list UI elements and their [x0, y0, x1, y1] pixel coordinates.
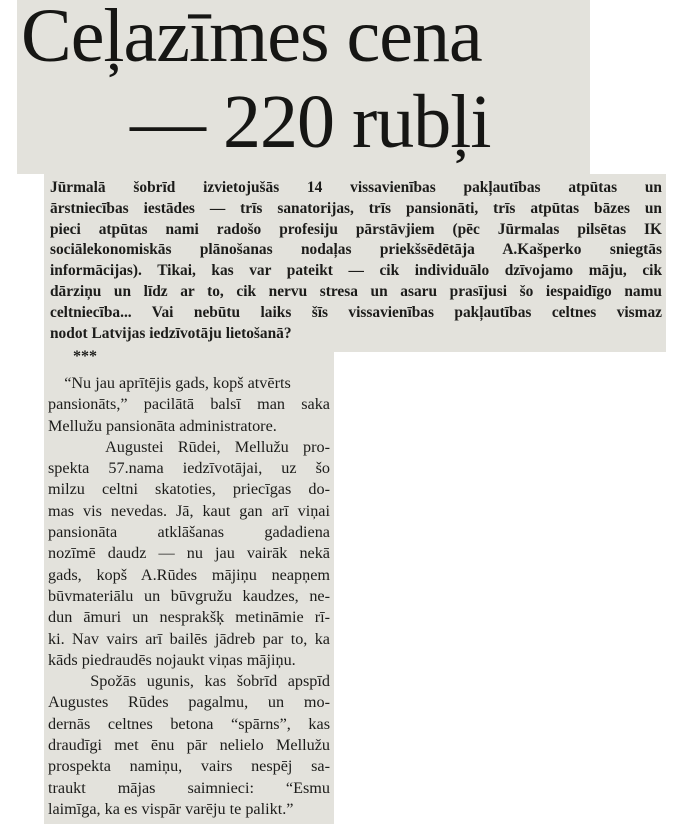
column-line: ki. Nav vairs arī bailēs jādreb par to, ka	[48, 629, 330, 648]
column-line: mas vis nevedas. Jā, kaut gan arī viņai	[48, 501, 330, 520]
column-line: draudīgi met ēnu pār nelielo Mellužu	[48, 736, 330, 755]
column-line: milzu celtni skatoties, priecīgas do-	[48, 480, 330, 499]
column-line: “Nu jau aprītējis gads, kopš atvērts	[48, 374, 291, 392]
lead-paragraph	[50, 178, 662, 344]
article-column	[48, 373, 330, 820]
lead-line: Jūrmalā šobrīd izvietojušās 14 vissavienības pakļautības atpūtas un	[50, 179, 662, 196]
column-line: Augustes Rūdes pagalmu, un mo-	[48, 693, 330, 712]
lead-line: sociālekonomiskās plānošanas nodaļas priekšsēdētāja A.Kašperko sniegtās	[50, 241, 662, 259]
column-line: kāds piedraudēs nojaukt viņas mājiņu.	[48, 650, 296, 669]
headline-line-2: — 220 rubļi	[130, 80, 491, 164]
column-line: prospekta namiņu, vairs nespēj sa-	[48, 757, 330, 776]
lead-line: ārstniecības iestādes — trīs sanatorijas, trīs pansionāti, trīs atpūtas bāzes un	[50, 199, 662, 217]
column-line: Augustei Rūdei, Mellužu pro-	[48, 437, 330, 456]
column-line: nozīmē daudz — nu jau vairāk nekā	[48, 544, 330, 563]
lead-line: dārziņu un līdz ar to, cik nervu stresa un asaru prasījusi šo iespaidīgo namu	[50, 282, 662, 300]
column-line: pansionāts,” pacilātā balsī man saka	[48, 395, 330, 414]
column-line: būvmateriālu un būvgružu kaudzes, ne-	[48, 586, 330, 605]
lead-line: nodot Latvijas iedzīvotāju lietošanā?	[50, 324, 292, 342]
column-line: dernās celtnes betona “spārns”, kas	[48, 714, 330, 733]
column-line: Mellužu pansionāta administratore.	[48, 416, 277, 435]
section-separator: ***	[73, 348, 97, 365]
lead-line: celtniecība... Vai nebūtu laiks šīs vissavienības pakļautības celtnes vismaz	[50, 303, 662, 321]
lead-line: informācijas). Tikai, kas var pateikt — cik individuālo dzīvojamo māju, cik	[50, 262, 662, 280]
headline-line-1: Ceļazīmes cena	[21, 0, 482, 78]
column-line: dun āmuri un nesprakšķ metināmie rī-	[48, 608, 330, 627]
column-line: pansionāta atklāšanas gadadiena	[48, 523, 330, 542]
column-line: spekta 57.nama iedzīvotājai, uz šo	[48, 459, 330, 478]
column-line: gads, kopš A.Rūdes mājiņu neapņem	[48, 565, 330, 584]
column-line: laimīga, ka es vispār varēju te palikt.”	[48, 799, 294, 818]
column-line: Spožās ugunis, kas šobrīd apspīd	[48, 672, 330, 691]
column-line: traukt mājas saimnieci: “Esmu	[48, 778, 330, 797]
lead-line: pieci atpūtas nami radošo profesiju pārstāvjiem (pēc Jūrmalas pilsētas IK	[50, 220, 662, 238]
